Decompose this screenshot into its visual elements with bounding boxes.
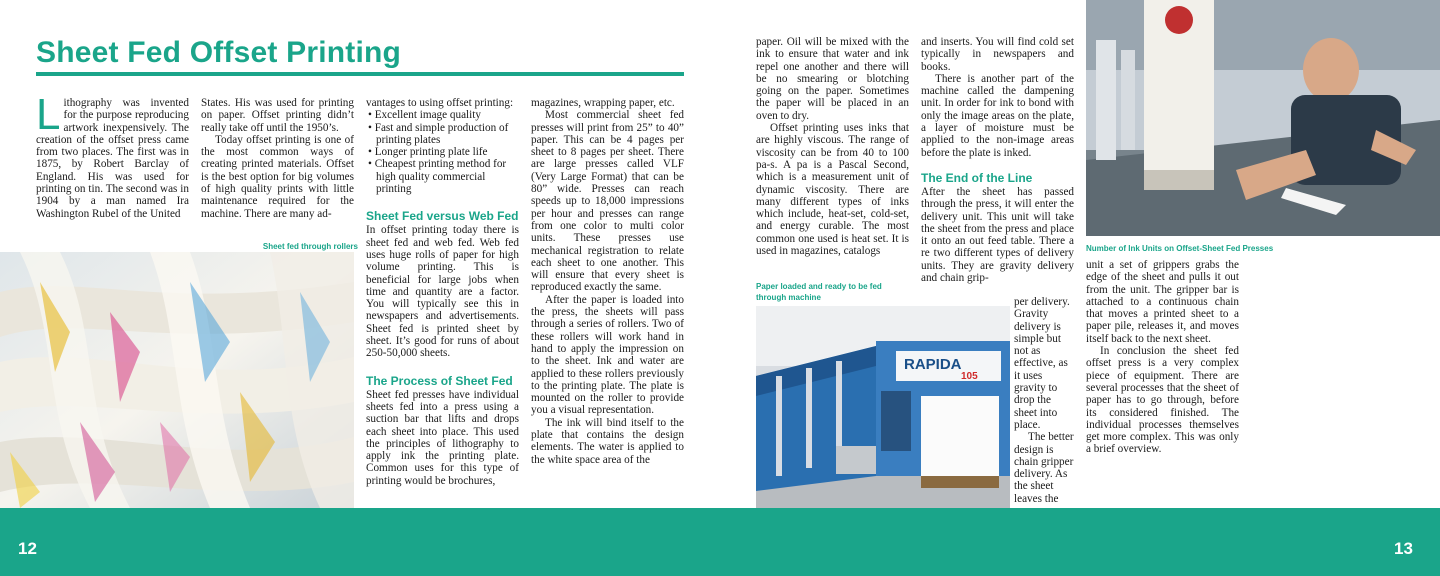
page-title: Sheet Fed Offset Printing xyxy=(36,36,402,69)
caption-loaded: Paper loaded and ready to be fed through machine xyxy=(756,282,882,302)
paragraph: Offset printing uses inks that are highly viscous. The range of viscosity can be from 40 to 100 pa-s. A pa is a Pascal Second, which is a measurement unit of dynamic viscosity. There are many different types of inks which include, heat-set, cold-set, and energy curable. The most common one used is heat set. It is used in magazines, catalogs xyxy=(756,122,909,258)
paragraph: Today offset printing is one of the most common ways of creating printed materials. Offset is the best option for big volumes of high quality prints with little maintenance required for the machine. There are many ad- xyxy=(201,133,354,220)
column-2 xyxy=(201,97,354,233)
page-number-right: 13 xyxy=(1394,539,1413,558)
paragraph: Most commercial sheet fed presses will print from 25” to 40” paper. This can be 4 pages per sheet to 8 pages per sheet. There are large presses called VLF (Very Large Format) that can be 80” wide. Presses can reach speeds up to 18,000 impressions per hour and presses can range from one color to multi color units. These presses use mechanical registration to relate each sheet to one another. This will ensure that every sheet is reproduced exactly the same. xyxy=(531,109,684,294)
paragraph: paper. Oil will be mixed with the ink to ensure that water and ink repel one another and there will be no smearing or blotching going on the paper. Sometimes the paper will be placed in an oven to dry. xyxy=(756,36,909,122)
paragraph: In conclusion the sheet fed offset press is a very complex piece of equipment. There are several processes that the sheet of paper has to go through, before its considered finished. The individual processes themselves get more complex. This was only a brief overview. xyxy=(1086,345,1239,456)
paragraph: and inserts. You will find cold set typically in newspapers and books. xyxy=(921,36,1074,73)
press-model: 105 xyxy=(961,371,978,382)
paragraph: magazines, wrapping paper, etc. xyxy=(531,97,675,109)
column-5 xyxy=(756,36,909,272)
paragraph: ithography was invented for the purpose reproducing artwork inexpensively. The creation of the offset press came from two places. The first was in 1875, by Robert Barclay of England. His was used for printing on tin. The second was in 1904 by a man named Ira Washington Rubel of the United xyxy=(36,97,189,220)
paragraph: There is another part of the machine called the dampening unit. In order for ink to bond with only the image areas on the plate, a layer of moisture must be applied to the non-image areas before the plate is inked. xyxy=(921,72,1074,159)
column-4 xyxy=(531,97,684,507)
paragraph: unit a set of grippers grabs the edge of the sheet and pulls it out from the unit. The gripper bar is attached to a continuous chain that moves a printed sheet to a paper pile, releases it, and moves itself back to the next sheet. xyxy=(1086,259,1239,345)
column-7 xyxy=(1086,259,1239,507)
paragraph: In offset printing today there is sheet fed and web fed. Web fed uses huge rolls of paper for high volume printing. This is beneficial for large jobs when time and quantity are a factor. You will typically see this in newspapers and advertisements. Sheet fed is printed sheet by sheet. It’s good for runs of about 250-50,000 sheets. xyxy=(366,224,519,360)
drop-cap: L xyxy=(36,97,61,139)
section-heading: Sheet Fed versus Web Fed xyxy=(366,209,519,224)
column-3 xyxy=(366,97,519,507)
page-number-left: 12 xyxy=(18,539,37,558)
caption-rollers: Sheet fed through rollers xyxy=(262,242,358,251)
caption-ink-units: Number of Ink Units on Offset-Sheet Fed Presses xyxy=(1086,244,1274,253)
footer-band xyxy=(0,508,1440,576)
paragraph: per delivery. Gravity delivery is simple but not as effective, as it uses gravity to drop the sheet into place. xyxy=(1014,296,1070,431)
paragraph: States. His was used for printing on paper. Offset printing didn’t really take off until the 1950’s. xyxy=(201,97,354,134)
rollers-photo xyxy=(0,252,354,508)
paragraph: The ink will bind itself to the plate that contains the design elements. The water is applied to the white space area of the xyxy=(531,416,684,466)
list-item: • Fast and simple production of printing plates xyxy=(366,122,519,147)
title-rule xyxy=(36,72,684,76)
advantages-list xyxy=(366,109,519,195)
column-1 xyxy=(36,97,189,233)
paragraph: vantages to using offset printing: xyxy=(366,97,514,109)
paragraph: Sheet fed presses have individual sheets fed into a press using a suction bar that lifts and drops each sheet into place. This used the principles of lithography to apply ink the printing plate. Common uses for this type of printing would be brochures, xyxy=(366,388,519,487)
ink-units-photo xyxy=(1086,0,1440,236)
paragraph: The better design is chain gripper delivery. As the sheet leaves the xyxy=(1014,431,1074,504)
list-item: • Longer printing plate life xyxy=(366,146,519,158)
section-heading: The Process of Sheet Fed xyxy=(366,373,513,388)
column-6 xyxy=(921,36,1074,296)
press-photo xyxy=(756,306,1010,508)
list-item: • Excellent image quality xyxy=(366,109,519,121)
list-item: • Cheapest printing method for high quality commercial printing xyxy=(366,158,519,195)
column-6-narrow xyxy=(1014,296,1074,504)
paragraph: After the sheet has passed through the press, it will enter the delivery unit. This unit will take the sheet from the press and place it onto an out feed table. There a re two different types of delivery units. They are gravity delivery and chain grip- xyxy=(921,185,1074,285)
section-heading: The End of the Line xyxy=(921,170,1033,185)
paragraph: After the paper is loaded into the press, the sheets will pass through a series of rollers. Two of these rollers will work hand in hand to apply the impression on to the sheet. Ink and water are applied to these rollers previously to the printing plate. The plate is mounted on the roller to provide you a visual representation. xyxy=(531,293,684,417)
press-brand: RAPIDA xyxy=(904,356,962,373)
